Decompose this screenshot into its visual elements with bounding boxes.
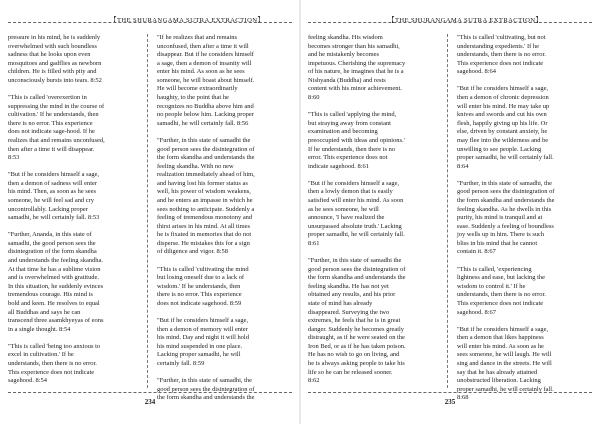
right-page-number: 235 — [444, 398, 456, 406]
right-column-divider — [447, 34, 448, 388]
left-page-column-2: "If he realizes that and remains unconfused, then after a time it will disappear. But if he considers himself a sage, then a demon of insanity will enter his mind. As soon as he sees someone, he will boast about himself. He will become extraordinarily haughty, to the point that he recognizes no Buddha above him and no people below him. Lacking proper samadhi, he will certainly fall. 8:56 "Further, in this state of samadhi the good person sees the disintegration of the form skandha and understands the feeling skandha. With no new realization immediately ahead of him, and having lost his former status as well, his power of wisdom weakens, and he enters an impasse in which he sees nothing to anticipate. Suddenly a feeling of tremendous monotony and thirst arises in his mind. At all times he is fixated in memories that do not disperse. He mistakes this for a sign of diligence and vigor. 8:58 "This is called 'cultivating the mind but losing oneself due to a lack of wisdom.' If he understands, then there is no error. This experience does not indicate sagehood. 8:59 "But if he considers himself a sage, then a demon of memory will enter his mind. Day and night it will hold his mind suspended in one place. Lacking proper samadhi, he will certainly fall. 8:59 "Further, in this state of samadhi, the good person sees the disintegration of the form skandha and understands the — [157, 34, 255, 402]
right-page-column-1: feeling skandha. His wisdom becomes stronger than his samadhi, and he mistakenly becomes impetuous. Cherishing the supremacy of his nature, he imagines that he is a Nishyanda (Buddha) and rests content with his minor achievement. 8:60 "This is called 'applying the mind, but straying away from constant examination and becoming preoccupied with ideas and opinions.' If he understands, then there is no error. This experience does not indicate sagehood. 8:61 "But if he considers himself a sage, then a lowly demon that is easily satisfied will enter his mind. As soon as he sees someone, he will announce, 'I have realized the unsurpassed absolute truth.' Lacking proper samadhi, he will certainly fall. 8:61 "Further, in this state of samadhi the good person sees the disintegration of the form skandha and understands the feeling skandha. He has not yet obtained any results, and his prior state of mind has already disappeared. Surveying the two extremes, he feels that he is in great danger. Suddenly he becomes greatly distraught, as if he were seated on the Iron Bed, or as if he has taken poison. He has no wish to go on living, and he is always asking people to take his life so he can be released sooner. 8:62 — [308, 34, 406, 385]
left-column-divider — [147, 34, 148, 388]
left-header-rule — [8, 22, 292, 23]
right-footer-rule — [308, 392, 592, 393]
left-page-number: 234 — [144, 398, 156, 406]
right-header-rule — [308, 22, 592, 23]
left-footer-rule — [8, 392, 292, 393]
right-page — [300, 0, 600, 424]
right-page-column-2: "This is called 'cultivating, but not understanding expedients.' If he understands, then there is no error. This experience does not indicate sagehood. 8:64 "But if he considers himself a sage, then a demon of chronic depression will enter his mind. He may take up knives and swords and cut his own flesh, happily giving up his life. Or else, driven by constant anxiety, he may flee into the wilderness and be unwilling to see people. Lacking proper samadhi, he will certainly fall. 8:64 "Further, in this state of samadhi, the good person sees the disintegration of the form skandha and understands the feeling skandha. As he dwells in this purity, his mind is tranquil and at ease. Suddenly a feeling of boundless joy wells up in him. There is such bliss in his mind that he cannot contain it. 8:67 "This is called, 'experiencing lightness and ease, but lacking the wisdom to control it.' If he understands, then there is no error. This experience does not indicate sagehood. 8:67 "But if he considers himself a sage, then a demon that likes happiness will enter his mind. As soon as he sees someone, he will laugh. He will sing and dance in the streets. He will say that he has already attained unobstructed liberation. Lacking proper samadhi, he will certainly fall. 8:68 — [457, 34, 555, 402]
right-page-header: 【THE SHURANGAMA SUTRA EXTRACTION】 — [388, 17, 543, 24]
left-page-column-1: pressure in his mind, he is suddenly overwhelmed with such boundless sadness that he looks upon even mosquitoes and gadflies as newborn children. He is filled with pity and unconsciously bursts into tears. 8:52 "This is called 'overexertion in suppressing the mind in the course of cultivation.' If he understands, then there is no error. This experience does not indicate sage-hood. If he realizes that and remains unconfused, then after a time it will disappear. 8:53 "But if he considers himself a sage, then a demon of sadness will enter his mind. Then, as soon as he sees someone, he will feel sad and cry uncontrollably. Lacking proper samadhi, he will certainly fall. 8:53 "Further, Ananda, in this state of samadhi, the good person sees the disintegration of the form skandha and understands the feeling skandha. At that time he has a sublime vision and is overwhelmed with gratitude. In this situation, he suddenly evinces tremendous courage. His mind is bold and keen. He resolves to equal all Buddhas and says he can transcend three asamkhyeyas of eons in a single thought. 8:54 "This is called 'being too anxious to excel in cultivation.' If he understands, then there is no error. This experience does not indicate sagehood. 8:54 — [8, 34, 105, 385]
left-page-header: 【THE SHURANGAMA SUTRA EXTRACTION】 — [110, 17, 265, 24]
